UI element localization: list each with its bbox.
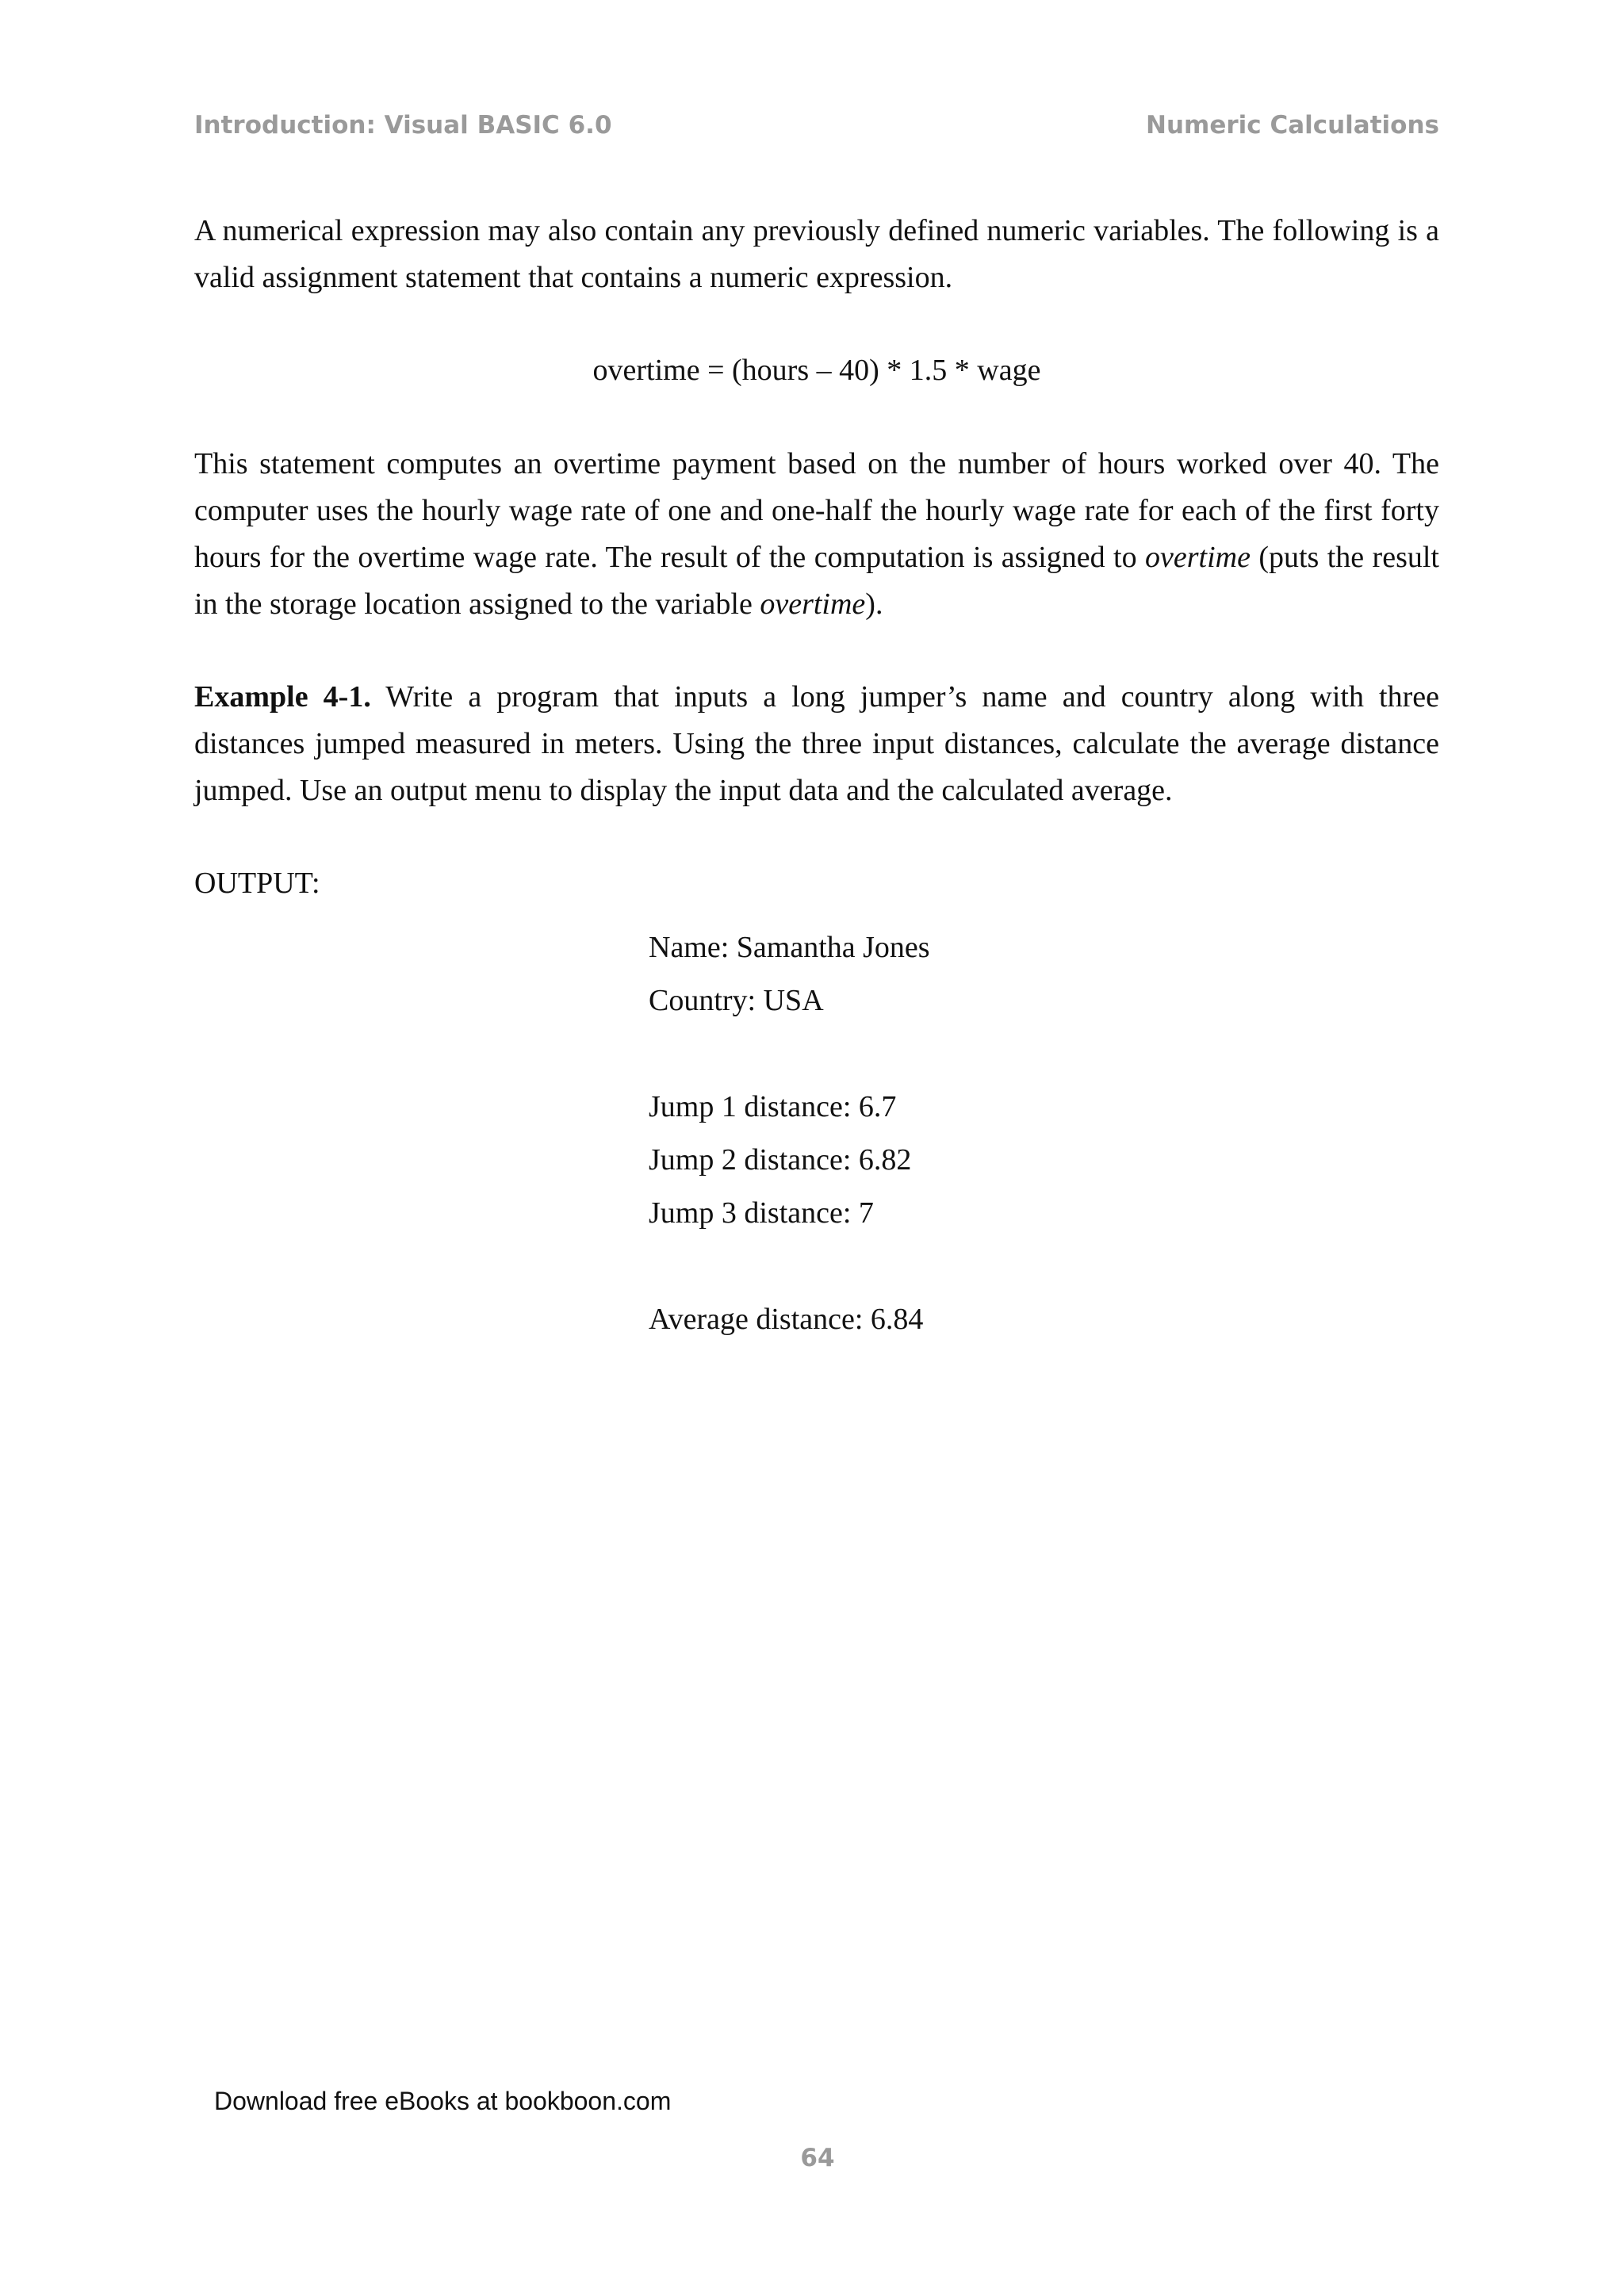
variable-name: overtime [760, 587, 866, 621]
footer-download-link[interactable]: Download free eBooks at bookboon.com [214, 2087, 672, 2115]
running-header [194, 111, 1439, 151]
output-spacer [649, 1027, 930, 1081]
paragraph-overtime-explanation [194, 441, 1439, 628]
output-jump-3: Jump 3 distance: 7 [649, 1196, 874, 1230]
output-jump-1: Jump 1 distance: 6.7 [649, 1090, 897, 1123]
output-country: Country: USA [649, 984, 824, 1017]
paragraph-text: (puts the result in the storage location assigned to the variable [194, 541, 1439, 621]
example-paragraph [194, 674, 1439, 814]
page-number: 64 [800, 2144, 835, 2172]
output-spacer [649, 1240, 930, 1293]
output-listing [649, 921, 930, 1346]
formula-overtime: overtime = (hours – 40) * 1.5 * wage [592, 354, 1041, 387]
output-label: OUTPUT: [194, 867, 320, 900]
variable-name: overtime [1145, 541, 1251, 574]
output-jump-2: Jump 2 distance: 6.82 [649, 1143, 912, 1177]
header-book-title: Introduction: Visual BASIC 6.0 [194, 111, 612, 140]
paragraph-text: ). [865, 587, 883, 621]
example-text: Write a program that inputs a long jumper’s name and country along with three distances jumped measured in meters. Using the three input distances, calculate the average distance jumped. Use an output menu to display the input data and the calculated average. [194, 680, 1439, 807]
paragraph-numeric-expression: A numerical expression may also contain any previously defined numeric variables. The following is a valid assignment statement that contains a numeric expression. [194, 214, 1439, 294]
output-average: Average distance: 6.84 [649, 1303, 924, 1336]
paragraph-text: This statement computes an overtime payment based on the number of hours worked over 40. The computer uses the hourly wage rate of one and one-half the hourly wage rate for each of the first forty hours for the overtime wage rate. The result of the computation is assigned to [194, 447, 1439, 574]
output-name: Name: Samantha Jones [649, 931, 930, 964]
header-chapter-title: Numeric Calculations [1146, 111, 1439, 140]
example-label: Example 4-1. [194, 680, 371, 714]
